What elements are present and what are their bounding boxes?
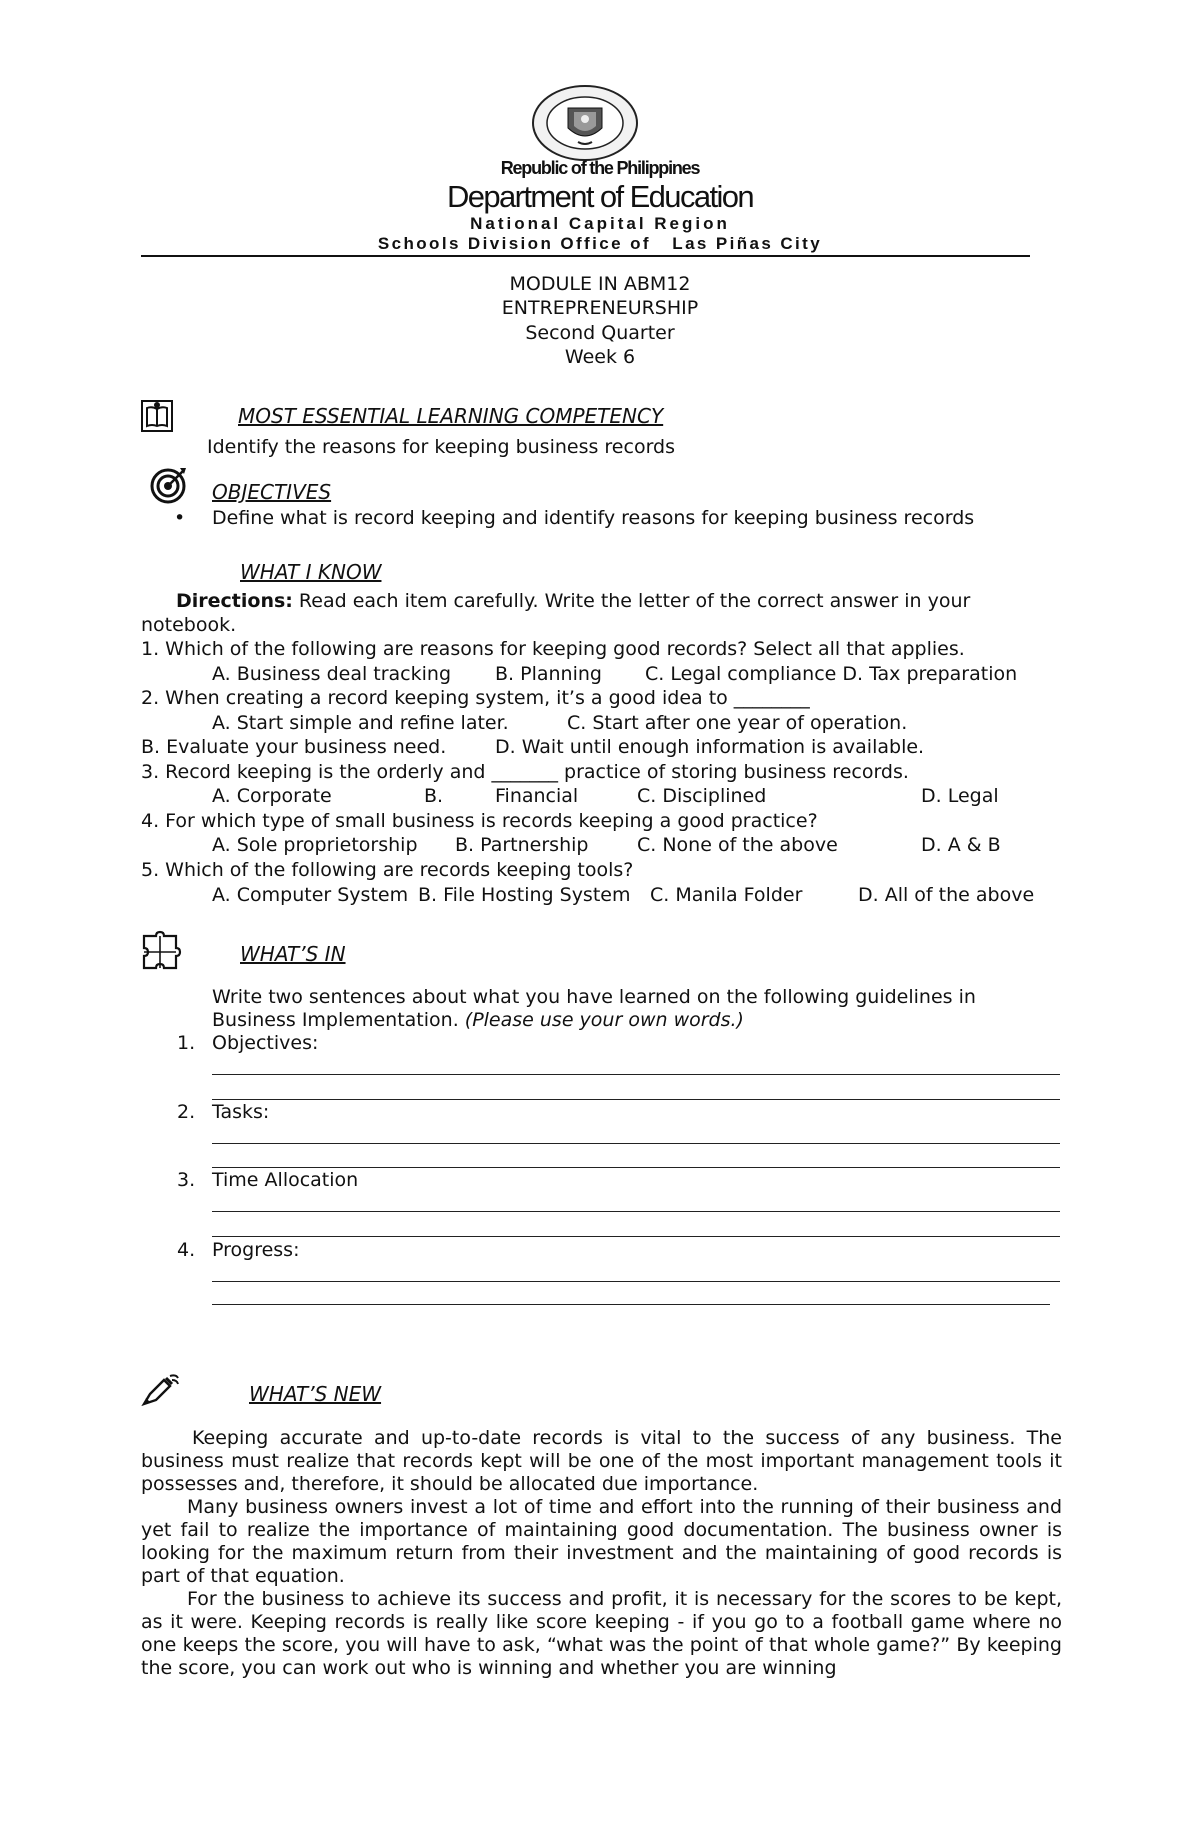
q1-option-b: B. Planning [495,663,602,685]
whats-in-intro-1: Write two sentences about what you have learned on the following guidelines in [212,986,976,1008]
whats-in-item-3-num: 3. [177,1169,196,1191]
deped-seal [528,84,642,162]
division-line: Schools Division Office of Las Piñas City [377,234,823,253]
competency-heading: MOST ESSENTIAL LEARNING COMPETENCY [238,404,664,428]
whats-in-item-4-num: 4. [177,1239,196,1261]
whats-in-item-3-label: Time Allocation [212,1169,359,1191]
q3-option-d: D. Legal [921,785,999,807]
whats-in-item-2-num: 2. [177,1101,196,1123]
q3-option-a: A. Corporate [212,785,332,807]
question-3: 3. Record keeping is the orderly and _______ practice of storing business records. [141,761,909,783]
answer-line[interactable] [212,1281,1060,1282]
header-divider [141,255,1030,257]
question-1: 1. Which of the following are reasons for keeping good records? Select all that applies. [141,638,965,660]
objectives-heading: OBJECTIVES [212,480,332,504]
directions-label: Directions: [176,590,293,612]
pen-icon [140,1372,180,1408]
department-title: Department of Education [446,179,754,214]
answer-line[interactable] [212,1236,1060,1237]
q1-option-cd: C. Legal compliance D. Tax preparation [645,663,1018,685]
whats-new-paragraph-1: Keeping accurate and up-to-date records is vital to the success of any business. The business must realize that records kept will be one of the most important management tools it possesses and, therefore, it should be allocated due importance. [141,1427,1062,1495]
question-2: 2. When creating a record keeping system, it’s a good idea to ________ [141,687,810,709]
module-line-3: Second Quarter [525,322,675,344]
q3-option-c: C. Disciplined [637,785,767,807]
answer-line[interactable] [212,1304,1050,1305]
what-i-know-heading: WHAT I KNOW [240,560,382,584]
region-line: National Capital Region [470,214,730,233]
objectives-item: Define what is record keeping and identify reasons for keeping business records [212,507,975,529]
module-line-1: MODULE IN ABM12 [509,273,691,295]
answer-line[interactable] [212,1099,1060,1100]
answer-line[interactable] [212,1074,1060,1075]
directions-text: Read each item carefully. Write the letter of the correct answer in your [292,590,971,612]
q4-option-b: B. Partnership [455,834,589,856]
q5-option-b: B. File Hosting System [418,884,631,906]
question-4: 4. For which type of small business is records keeping a good practice? [141,810,818,832]
competency-text: Identify the reasons for keeping business records [207,436,676,458]
q4-option-c: C. None of the above [637,834,838,856]
book-icon [139,398,175,434]
whats-new-paragraph-3: For the business to achieve its success and profit, it is necessary for the scores to be kept, as it were. Keeping records is really like score keeping - if you go to a football game where no one keeps the score, you will have to ask, “what was the point of that whole game?” By keeping the score, you can work out who is winning and whether you are winning [141,1588,1062,1679]
seal-icon [528,84,642,162]
whats-in-item-2-label: Tasks: [212,1101,270,1123]
q2-option-c: C. Start after one year of operation. [567,712,908,734]
q2-option-d: D. Wait until enough information is available. [495,736,925,758]
directions [176,589,970,613]
republic-line: Republic of the Philippines [500,158,700,178]
puzzle-icon [140,930,182,972]
answer-line[interactable] [212,1211,1060,1212]
whats-new-paragraph-2: Many business owners invest a lot of time and effort into the running of their business and yet fail to realize the importance of maintaining good documentation. The business owner is looking for the maximum return from their investment and the maintaining of good records is part of that equation. [141,1496,1062,1587]
module-line-4: Week 6 [564,346,636,368]
q3-option-b-text: Financial [495,785,579,807]
q1-option-a: A. Business deal tracking [212,663,452,685]
objectives-bullet: • [174,507,186,529]
whats-in-intro-2 [212,1008,744,1032]
whats-in-intro-2-text: Business Implementation. [212,1009,465,1031]
answer-line[interactable] [212,1143,1060,1144]
q3-option-b: B. [424,785,444,807]
q2-option-a: A. Start simple and refine later. [212,712,509,734]
question-5: 5. Which of the following are records keeping tools? [141,859,634,881]
directions-cont: notebook. [141,614,237,636]
q5-option-a: A. Computer System [212,884,409,906]
whats-in-intro-2-italic: (Please use your own words.) [464,1009,744,1031]
q2-option-b: B. Evaluate your business need. [141,736,447,758]
q4-option-d: D. A & B [921,834,1001,856]
target-icon [148,464,188,504]
whats-in-item-4-label: Progress: [212,1239,300,1261]
q4-option-a: A. Sole proprietorship [212,834,418,856]
whats-in-item-1-label: Objectives: [212,1032,319,1054]
whats-in-item-1-num: 1. [177,1032,196,1054]
q5-option-d: D. All of the above [858,884,1035,906]
q5-option-c: C. Manila Folder [650,884,803,906]
whats-in-heading: WHAT’S IN [240,942,346,966]
whats-new-heading: WHAT’S NEW [249,1382,382,1406]
module-line-2: ENTREPRENEURSHIP [501,297,699,319]
